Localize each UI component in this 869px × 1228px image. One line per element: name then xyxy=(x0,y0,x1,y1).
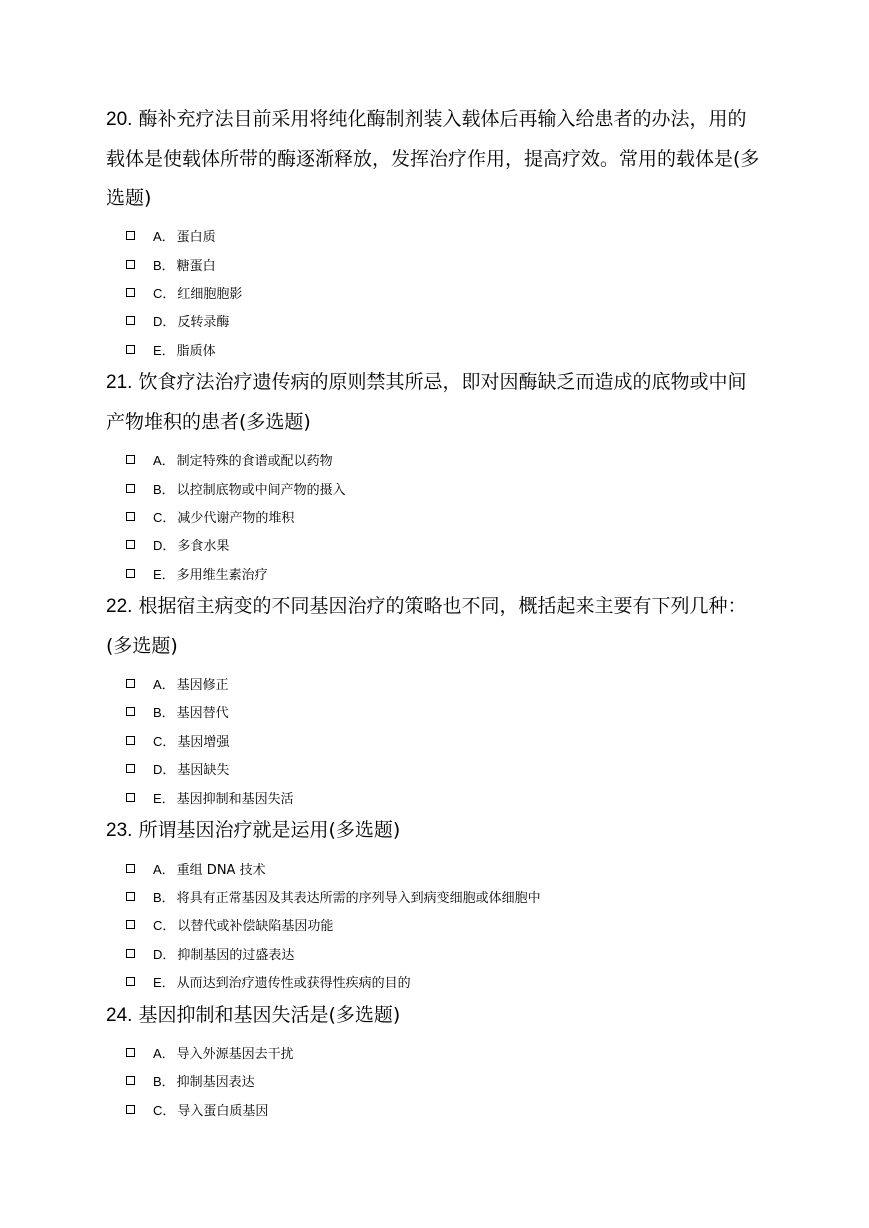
question-text: 所谓基因治疗就是运用(多选题) xyxy=(138,819,401,842)
checkbox-icon[interactable] xyxy=(126,707,135,716)
option-b[interactable] xyxy=(106,1067,763,1095)
option-a[interactable] xyxy=(106,854,763,882)
option-list xyxy=(106,442,763,587)
question-24 xyxy=(106,996,763,1124)
checkbox-icon[interactable] xyxy=(126,1076,135,1085)
option-text: 以替代或补偿缺陷基因功能 xyxy=(177,919,334,935)
checkbox-icon[interactable] xyxy=(126,231,135,240)
option-letter: A． xyxy=(153,453,175,469)
option-text: 减少代谢产物的堆积 xyxy=(177,510,295,526)
option-text: 红细胞胞影 xyxy=(177,286,243,302)
option-list xyxy=(106,1035,763,1123)
option-b[interactable] xyxy=(106,250,763,278)
option-e[interactable] xyxy=(106,335,763,363)
option-letter: D． xyxy=(153,314,176,330)
option-text: 制定特殊的食谱或配以药物 xyxy=(176,454,333,470)
checkbox-icon[interactable] xyxy=(126,484,135,493)
option-a[interactable] xyxy=(106,445,763,473)
checkbox-icon[interactable] xyxy=(126,764,135,773)
option-letter: D． xyxy=(153,946,176,962)
question-stem xyxy=(106,363,763,442)
option-letter: B． xyxy=(153,481,175,497)
question-number: 23. xyxy=(106,820,133,842)
checkbox-icon[interactable] xyxy=(126,1048,135,1057)
option-text: 多用维生素治疗 xyxy=(176,567,268,583)
option-letter: C． xyxy=(153,1102,176,1118)
checkbox-icon[interactable] xyxy=(126,260,135,269)
checkbox-icon[interactable] xyxy=(126,892,135,901)
option-letter: B． xyxy=(153,705,175,721)
question-stem xyxy=(106,811,763,851)
checkbox-icon[interactable] xyxy=(126,736,135,745)
checkbox-icon[interactable] xyxy=(126,920,135,929)
option-text: 多食水果 xyxy=(177,539,230,555)
option-text: 反转录酶 xyxy=(177,315,230,331)
option-letter: E． xyxy=(153,342,175,358)
checkbox-icon[interactable] xyxy=(126,540,135,549)
option-c[interactable] xyxy=(106,278,763,306)
checkbox-icon[interactable] xyxy=(126,455,135,464)
question-text: 基因抑制和基因失活是(多选题) xyxy=(138,1003,401,1026)
option-text: 以控制底物或中间产物的摄入 xyxy=(176,482,346,498)
option-text: 糖蛋白 xyxy=(176,258,216,274)
checkbox-icon[interactable] xyxy=(126,316,135,325)
question-23 xyxy=(106,811,763,995)
checkbox-icon[interactable] xyxy=(126,512,135,521)
question-22 xyxy=(106,587,763,811)
option-text: 从而达到治疗遗传性或获得性疾病的目的 xyxy=(176,976,411,992)
option-d[interactable] xyxy=(106,755,763,783)
option-text: 基因替代 xyxy=(176,706,229,722)
option-text: 蛋白质 xyxy=(176,230,216,246)
checkbox-icon[interactable] xyxy=(126,1105,135,1114)
option-d[interactable] xyxy=(106,939,763,967)
checkbox-icon[interactable] xyxy=(126,345,135,354)
option-letter: E． xyxy=(153,566,175,582)
option-letter: C． xyxy=(153,285,176,301)
option-b[interactable] xyxy=(106,882,763,910)
option-text: 抑制基因的过盛表达 xyxy=(177,947,295,963)
question-number: 20. xyxy=(106,109,133,130)
option-a[interactable] xyxy=(106,669,763,697)
option-c[interactable] xyxy=(106,1095,763,1123)
option-text: 脂质体 xyxy=(176,343,216,359)
option-a[interactable] xyxy=(106,1038,763,1066)
option-text: 基因抑制和基因失活 xyxy=(176,791,294,807)
option-list xyxy=(106,219,763,364)
option-b[interactable] xyxy=(106,474,763,502)
option-text: 重组 DNA 技术 xyxy=(176,862,266,878)
option-letter: C． xyxy=(153,918,176,934)
option-text: 基因增强 xyxy=(177,734,230,750)
option-letter: A． xyxy=(153,677,175,693)
question-20 xyxy=(106,100,763,363)
checkbox-icon[interactable] xyxy=(126,569,135,578)
option-letter: A． xyxy=(153,229,175,245)
option-d[interactable] xyxy=(106,531,763,559)
option-letter: E． xyxy=(153,790,175,806)
question-21 xyxy=(106,363,763,587)
option-text: 将具有正常基因及其表达所需的序列导入到病变细胞或体细胞中 xyxy=(176,890,541,906)
option-letter: D． xyxy=(153,762,176,778)
option-letter: D． xyxy=(153,538,176,554)
option-c[interactable] xyxy=(106,726,763,754)
checkbox-icon[interactable] xyxy=(126,949,135,958)
option-text: 抑制基因表达 xyxy=(176,1075,255,1091)
option-list xyxy=(106,851,763,996)
option-e[interactable] xyxy=(106,783,763,811)
option-letter: B． xyxy=(153,1074,175,1090)
question-stem xyxy=(106,587,763,666)
option-text: 基因缺失 xyxy=(177,763,230,779)
question-stem xyxy=(106,100,763,219)
question-number: 24. xyxy=(106,1004,133,1026)
question-text: 饮食疗法治疗遗传病的原则禁其所忌，即对因酶缺乏而造成的底物或中间产物堆积的患者(多选题) xyxy=(106,371,747,433)
option-text: 基因修正 xyxy=(176,678,229,694)
option-letter: C． xyxy=(153,733,176,749)
checkbox-icon[interactable] xyxy=(126,977,135,986)
option-e[interactable] xyxy=(106,559,763,587)
option-a[interactable] xyxy=(106,222,763,250)
question-number: 21. xyxy=(106,372,133,394)
option-text: 导入外源基因去干扰 xyxy=(176,1047,294,1062)
option-b[interactable] xyxy=(106,698,763,726)
option-e[interactable] xyxy=(106,967,763,995)
option-letter: B． xyxy=(153,889,175,905)
question-text: 根据宿主病变的不同基因治疗的策略也不同，概括起来主要有下列几种：(多选题) xyxy=(106,595,747,657)
option-d[interactable] xyxy=(106,307,763,335)
option-c[interactable] xyxy=(106,502,763,530)
option-text: 导入蛋白质基因 xyxy=(177,1103,269,1119)
option-list xyxy=(106,666,763,811)
checkbox-icon[interactable] xyxy=(126,679,135,688)
checkbox-icon[interactable] xyxy=(126,288,135,297)
option-letter: E． xyxy=(153,975,175,991)
question-text: 酶补充疗法目前采用将纯化酶制剂装入载体后再输入给患者的办法，用的载体是使载体所带的酶逐渐释放，发挥治疗作用，提高疗效。常用的载体是(多选题) xyxy=(106,108,760,209)
option-letter: A． xyxy=(153,861,175,877)
checkbox-icon[interactable] xyxy=(126,864,135,873)
option-letter: A． xyxy=(153,1046,175,1061)
option-c[interactable] xyxy=(106,911,763,939)
option-letter: C． xyxy=(153,509,176,525)
question-number: 22. xyxy=(106,596,133,618)
question-stem xyxy=(106,996,763,1036)
checkbox-icon[interactable] xyxy=(126,793,135,802)
option-letter: B． xyxy=(153,257,175,273)
